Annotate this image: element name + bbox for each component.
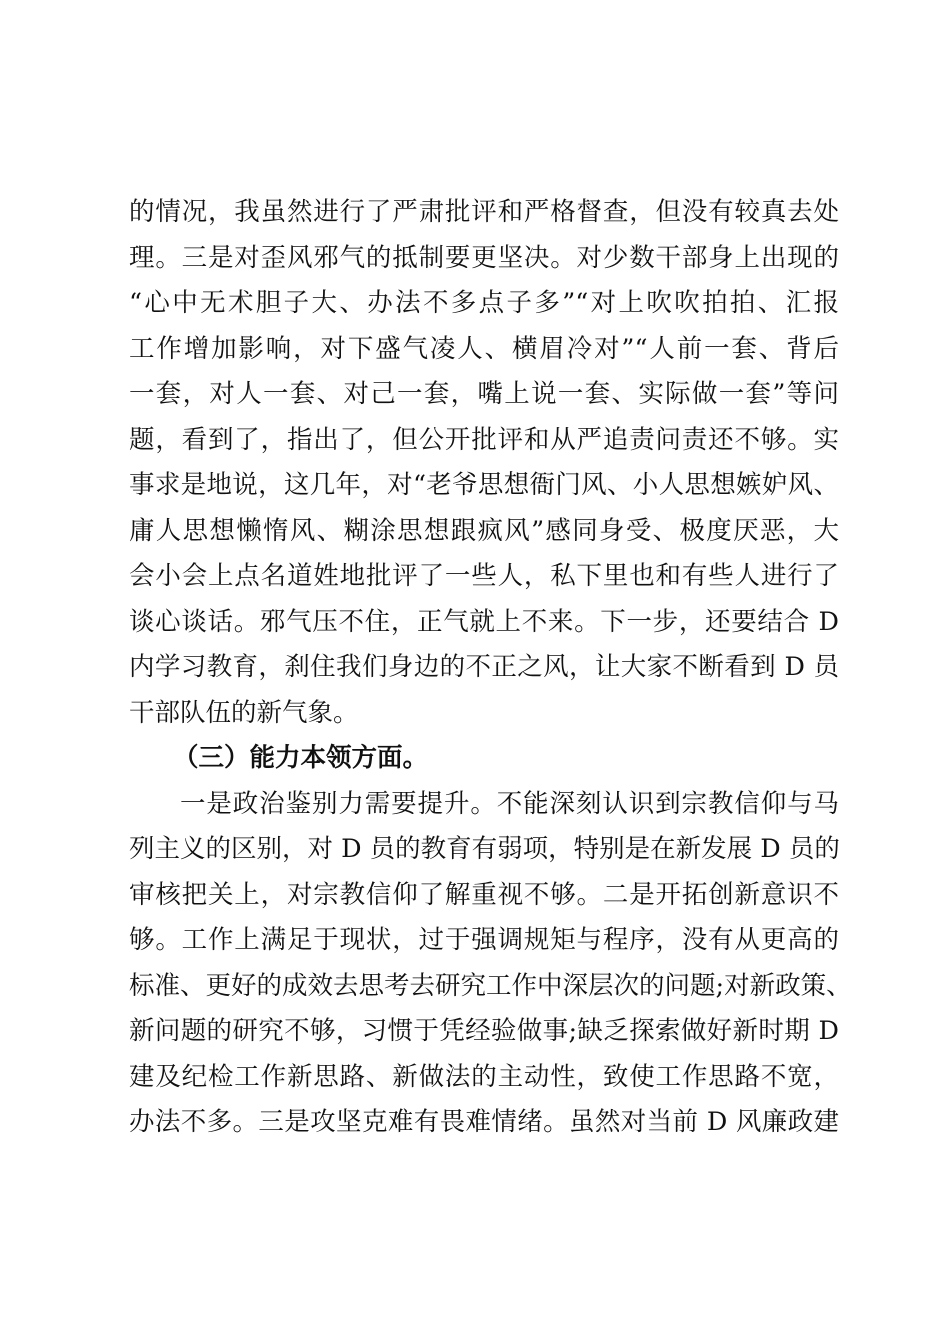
text-line: 干部队伍的新气象。 <box>129 697 359 728</box>
text-line: 审核把关上，对宗教信仰了解重视不够。二是开拓创新意识不 <box>129 879 839 910</box>
text-line: 工作增加影响，对下盛气凌人、横眉冷对”“人前一套、背后 <box>129 333 839 364</box>
section-heading: （三）能力本领方面。 <box>173 743 429 773</box>
text-line: 够。工作上满足于现状，过于强调规矩与程序，没有从更高的 <box>129 925 839 955</box>
text-line: 办法不多。三是攻坚克难有畏难情绪。虽然对当前 D 风廉政建 <box>129 1107 839 1137</box>
text-line: 庸人思想懒惰风、糊涂思想跟疯风”感同身受、极度厌恶，大 <box>129 515 839 546</box>
text-line: 理。三是对歪风邪气的抵制要更坚决。对少数干部身上出现的 <box>129 242 839 273</box>
text-line: 的情况，我虽然进行了严肃批评和严格督查，但没有较真去处 <box>129 197 839 227</box>
text-line: 标准、更好的成效去思考去研究工作中深层次的问题;对新政策、 <box>129 970 852 1001</box>
text-line: “心中无术胆子大、办法不多点子多”“对上吹吹拍拍、汇报 <box>129 288 839 318</box>
text-line: 一是政治鉴别力需要提升。不能深刻认识到宗教信仰与马 <box>180 788 839 819</box>
text-line: 谈心谈话。邪气压不住，正气就上不来。下一步，还要结合 D <box>129 606 839 637</box>
text-line: 新问题的研究不够，习惯于凭经验做事;缺乏探索做好新时期 D <box>129 1016 839 1046</box>
document-body <box>129 190 852 1146</box>
text-line: 列主义的区别，对 D 员的教育有弱项，特别是在新发展 D 员的 <box>129 834 840 864</box>
text-line: 会小会上点名道姓地批评了一些人，私下里也和有些人进行了 <box>129 561 839 591</box>
text-line: 题，看到了，指出了，但公开批评和从严追责问责还不够。实 <box>129 424 839 455</box>
text-line: 建及纪检工作新思路、新做法的主动性，致使工作思路不宽， <box>129 1061 839 1092</box>
text-line: 事求是地说，这几年，对“老爷思想衙门风、小人思想嫉妒风、 <box>129 470 839 500</box>
text-line: 内学习教育，刹住我们身边的不正之风，让大家不断看到 D 员 <box>129 652 839 682</box>
text-line: 一套，对人一套、对己一套，嘴上说一套、实际做一套”等问 <box>129 379 839 409</box>
